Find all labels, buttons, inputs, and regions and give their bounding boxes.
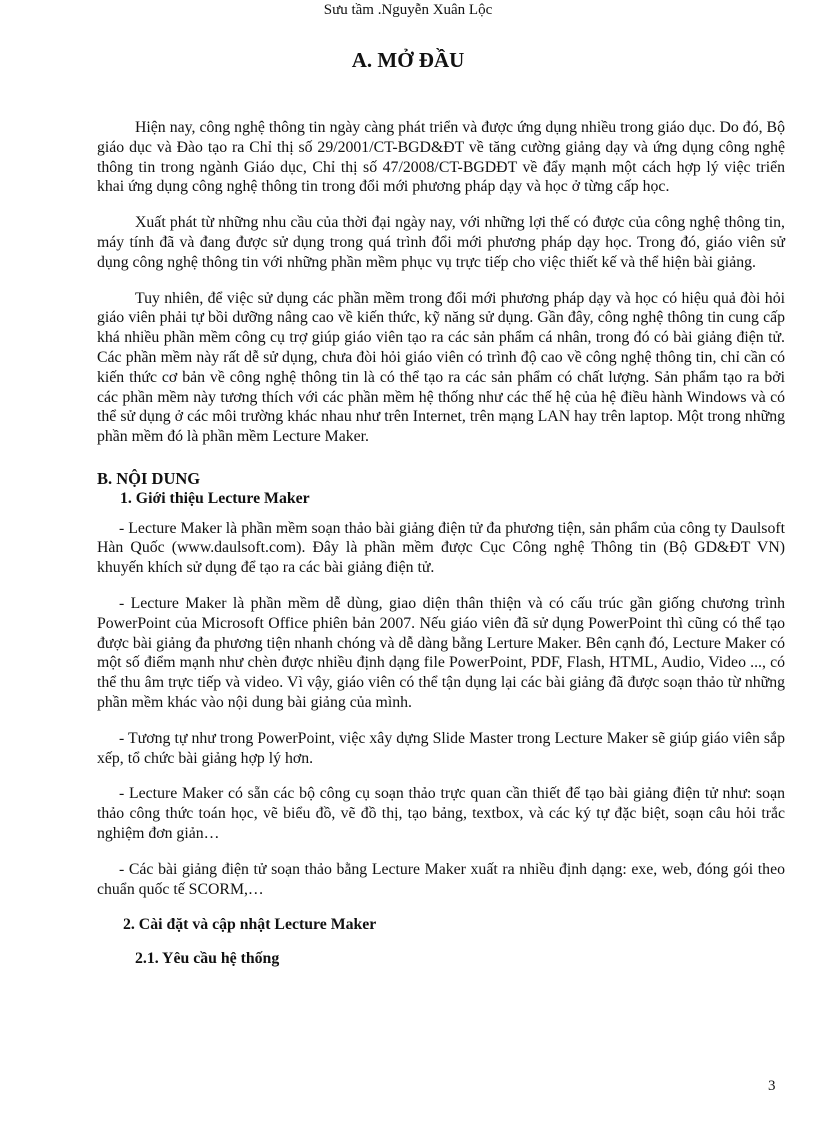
list-item: - Lecture Maker có sẵn các bộ công cụ soạn thảo trực quan cần thiết để tạo bài giảng điện tử như: soạn thảo công thức toán học, vẽ biểu đồ, vẽ đồ thị, tạo bảng, textbox, và các ký tự đặc biệt, soạn câu hỏi trắc nghiệm đơn giản… bbox=[97, 785, 785, 842]
section-a-title: A. MỞ ĐẦU bbox=[351, 48, 465, 72]
list-item: - Lecture Maker là phần mềm soạn thảo bài giảng điện tử đa phương tiện, sản phẩm của công ty Daulsoft Hàn Quốc (www.daulsoft.com). Đây là phần mềm được Cục Công nghệ Thông tin (Bộ GD&ĐT VN) khuyến khích sử dụng để tạo ra các bài giảng điện tử. bbox=[97, 519, 785, 577]
intro-paragraph-2: Xuất phát từ những nhu cầu của thời đại ngày nay, với những lợi thế có được của công nghệ thông tin, máy tính đã và đang được sử dụng trong quá trình đổi mới phương pháp dạy học. Trong đó, giáo viên sử dụng công nghệ thông tin với những phần mềm phục vụ trực tiếp cho việc thiết kế và thể hiện bài giảng. bbox=[97, 214, 785, 271]
page-number: 3 bbox=[768, 1078, 776, 1094]
list-item: - Các bài giảng điện tử soạn thảo bằng Lecture Maker xuất ra nhiều định dạng: exe, web, đóng gói theo chuẩn quốc tế SCORM,… bbox=[97, 860, 785, 898]
document-body bbox=[97, 118, 785, 969]
subsection-1-heading: 1. Giới thiệu Lecture Maker bbox=[120, 489, 310, 507]
intro-paragraph-3: Tuy nhiên, để việc sử dụng các phần mềm trong đổi mới phương pháp dạy và học có hiệu quả đòi hỏi giáo viên phải tự bồi dưỡng nâng cao về kiến thức, kỹ năng sử dụng. Gần đây, công nghệ thông tin cung cấp khá nhiều phần mềm công cụ trợ giúp giáo viên tạo ra các sản phẩm cá nhân, trong đó có bài giảng điện tử. Các phần mềm này rất dễ sử dụng, chưa đòi hỏi giáo viên có trình độ cao về công nghệ thông tin, chỉ cần có kiến thức cơ bản về công nghệ thông tin là có thể tạo ra các sản phẩm có chất lượng. Sản phẩm tạo ra bởi các phần mềm này tương thích với các phần mềm hệ thống như các thế hệ của hệ điều hành Windows và có thể sử dụng ở các môi trường khác nhau như trên Internet, trên mạng LAN hay trên laptop. Một trong những phần mềm đó là phần mềm Lecture Maker. bbox=[97, 289, 785, 446]
section-b-heading: B. NỘI DUNG bbox=[97, 468, 201, 488]
page-header: Sưu tầm .Nguyễn Xuân Lộc bbox=[323, 2, 493, 18]
subsection-2-heading: 2. Cài đặt và cập nhật Lecture Maker bbox=[123, 916, 377, 934]
list-item: - Tương tự như trong PowerPoint, việc xây dựng Slide Master trong Lecture Maker sẽ giúp giáo viên sắp xếp, tổ chức bài giảng hợp lý hơn. bbox=[97, 729, 785, 767]
subsection-2-1-heading: 2.1. Yêu cầu hệ thống bbox=[135, 950, 280, 968]
list-item: - Lecture Maker là phần mềm dễ dùng, giao diện thân thiện và có cấu trúc gần giống chương trình PowerPoint của Microsoft Office phiên bản 2007. Nếu giáo viên đã sử dụng PowerPoint thì cũng có thể tạo được bài giảng đa phương tiện nhanh chóng và dễ dàng bằng Lerture Maker. Bên cạnh đó, Lecture Maker có một số điểm mạnh như chèn được nhiều định dạng file PowerPoint, PDF, Flash, HTML, Audio, Video ..., có thể thu âm trực tiếp và video. Vì vậy, giáo viên có thể tận dụng lại các bài giảng đã được soạn thảo từ những phần mềm khác vào nội dung bài giảng của mình. bbox=[97, 594, 785, 711]
intro-paragraph-1: Hiện nay, công nghệ thông tin ngày càng phát triển và được ứng dụng nhiều trong giáo dục. Do đó, Bộ giáo dục và Đào tạo ra Chỉ thị số 29/2001/CT-BGD&ĐT về tăng cường giảng dạy và ứng dụng công nghệ thông tin trong ngành Giáo dục, Chỉ thị số 47/2008/CT-BGDĐT về đẩy mạnh một cách hợp lý việc triển khai ứng dụng công nghệ thông tin trong đổi mới phương pháp dạy và học ở từng cấp học. bbox=[97, 119, 785, 196]
